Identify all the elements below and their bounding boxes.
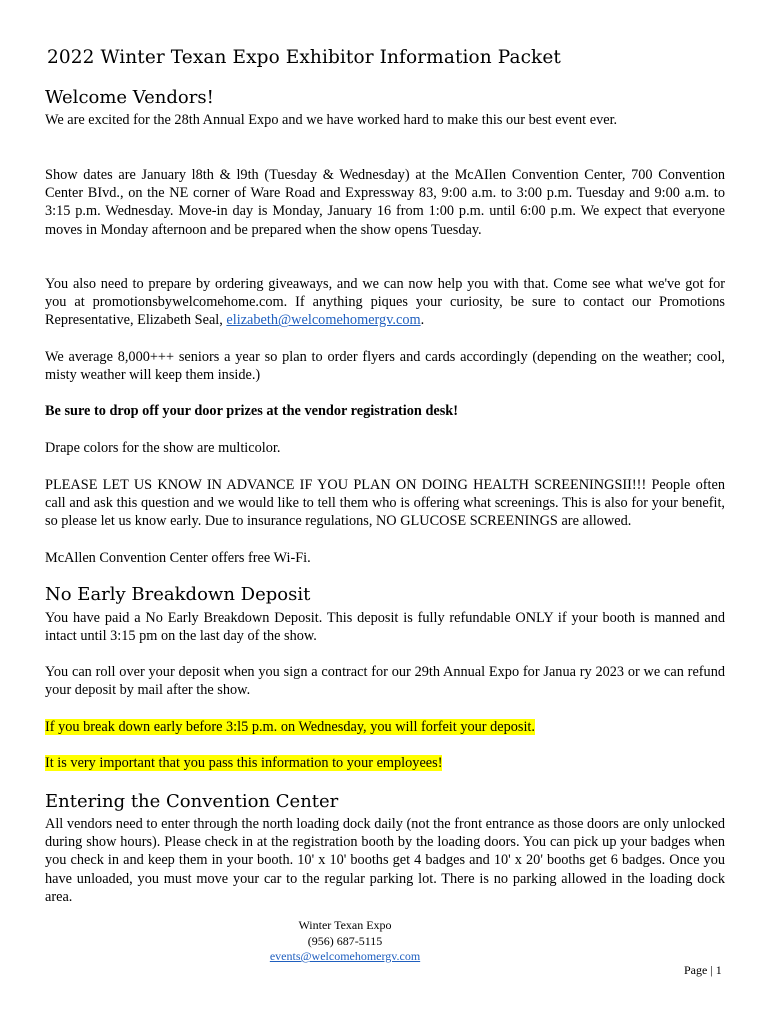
giveaways-paragraph <box>45 275 725 330</box>
welcome-heading: Welcome Vendors! <box>45 87 214 108</box>
entering-heading: Entering the Convention Center <box>45 791 339 812</box>
deposit-rollover-paragraph: You can roll over your deposit when you sign a contract for our 29th Annual Expo for Janua ry 2023 or we can refund your deposit by mail after the show. <box>45 664 725 699</box>
deposit-heading: No Early Breakdown Deposit <box>45 584 311 605</box>
drape-colors-text: Drape colors for the show are multicolor. <box>45 440 281 456</box>
document-title: 2022 Winter Texan Expo Exhibitor Information Packet <box>47 47 561 68</box>
employees-notice <box>45 754 725 772</box>
page-number: Page | 1 <box>684 963 722 977</box>
employees-highlight: It is very important that you pass this information to your employees! <box>45 755 443 771</box>
show-dates-paragraph: Show dates are January l8th & l9th (Tuesday & Wednesday) at the McAIlen Convention Center, 700 Convention Center BIvd., on the NE corner of Ware Road and Expressway 83, 9:00 a.m. to 3:00 p.m. Tuesday and 9:00 a.m. to 3:15 p.m. Wednesday. Move-in day is Monday, January 16 from 1:00 p.m. until 6:00 p.m. We expect that everyone moves in Monday afternoon and be prepared when the show opens Tuesday. <box>45 167 725 238</box>
health-screenings-paragraph: PLEASE LET US KNOW IN ADVANCE IF YOU PLAN ON DOING HEALTH SCREENINGSII!!! People often call and ask this question and we would like to tell them who is offering what screenings. This is also for your benefit, so please let us know early. Due to insurance regulations, NO GLUCOSE SCREENINGS are allowed. <box>45 477 725 530</box>
early-breakdown-warning <box>45 718 725 736</box>
promotions-email-link[interactable]: elizabeth@welcomehomergv.com <box>226 312 421 329</box>
attendance-paragraph: We average 8,000+++ seniors a year so plan to order flyers and cards accordingly (depending on the weather; cool, misty weather will keep them inside.) <box>45 349 725 384</box>
welcome-intro: We are excited for the 28th Annual Expo and we have worked hard to make this our best event ever. <box>45 112 618 128</box>
entering-paragraph: All vendors need to enter through the north loading dock daily (not the front entrance as those doors are only unlocked during show hours). Please check in at the registration booth by the loading doors. You can pick up your badges when you check in and keep them in your booth. 10' x 10' booths get 4 badges and 10' x 20' booths get 6 badges. Once you have unloaded, you must move your car to the regular parking lot. There is no parking allowed in the loading dock area. <box>45 816 725 905</box>
early-breakdown-highlight: If you break down early before 3:l5 p.m. on Wednesday, you will forfeit your deposit. <box>45 719 535 735</box>
footer-org-name: Winter Texan Expo <box>298 918 392 932</box>
giveaways-end: . <box>420 312 425 329</box>
giveaways-text: You also need to prepare by ordering giveaways, and we can now help you with that. Come see what we've got for you at promotionsbywelcomehome.com. If anything piques your curiosity, be sure to contact our Promotions Representative, Elizabeth Seal, <box>45 276 725 329</box>
footer-phone: (956) 687-5115 <box>307 933 383 948</box>
deposit-paid-paragraph: You have paid a No Early Breakdown Deposit. This deposit is fully refundable ONLY if your booth is manned and intact until 3:15 pm on the last day of the show. <box>45 610 725 645</box>
page-footer <box>180 918 510 965</box>
wifi-text: McAllen Convention Center offers free Wi-Fi. <box>45 550 311 566</box>
door-prizes-notice: Be sure to drop off your door prizes at the vendor registration desk! <box>45 403 459 419</box>
footer-email-link[interactable]: events@welcomehomergv.com <box>269 949 421 963</box>
